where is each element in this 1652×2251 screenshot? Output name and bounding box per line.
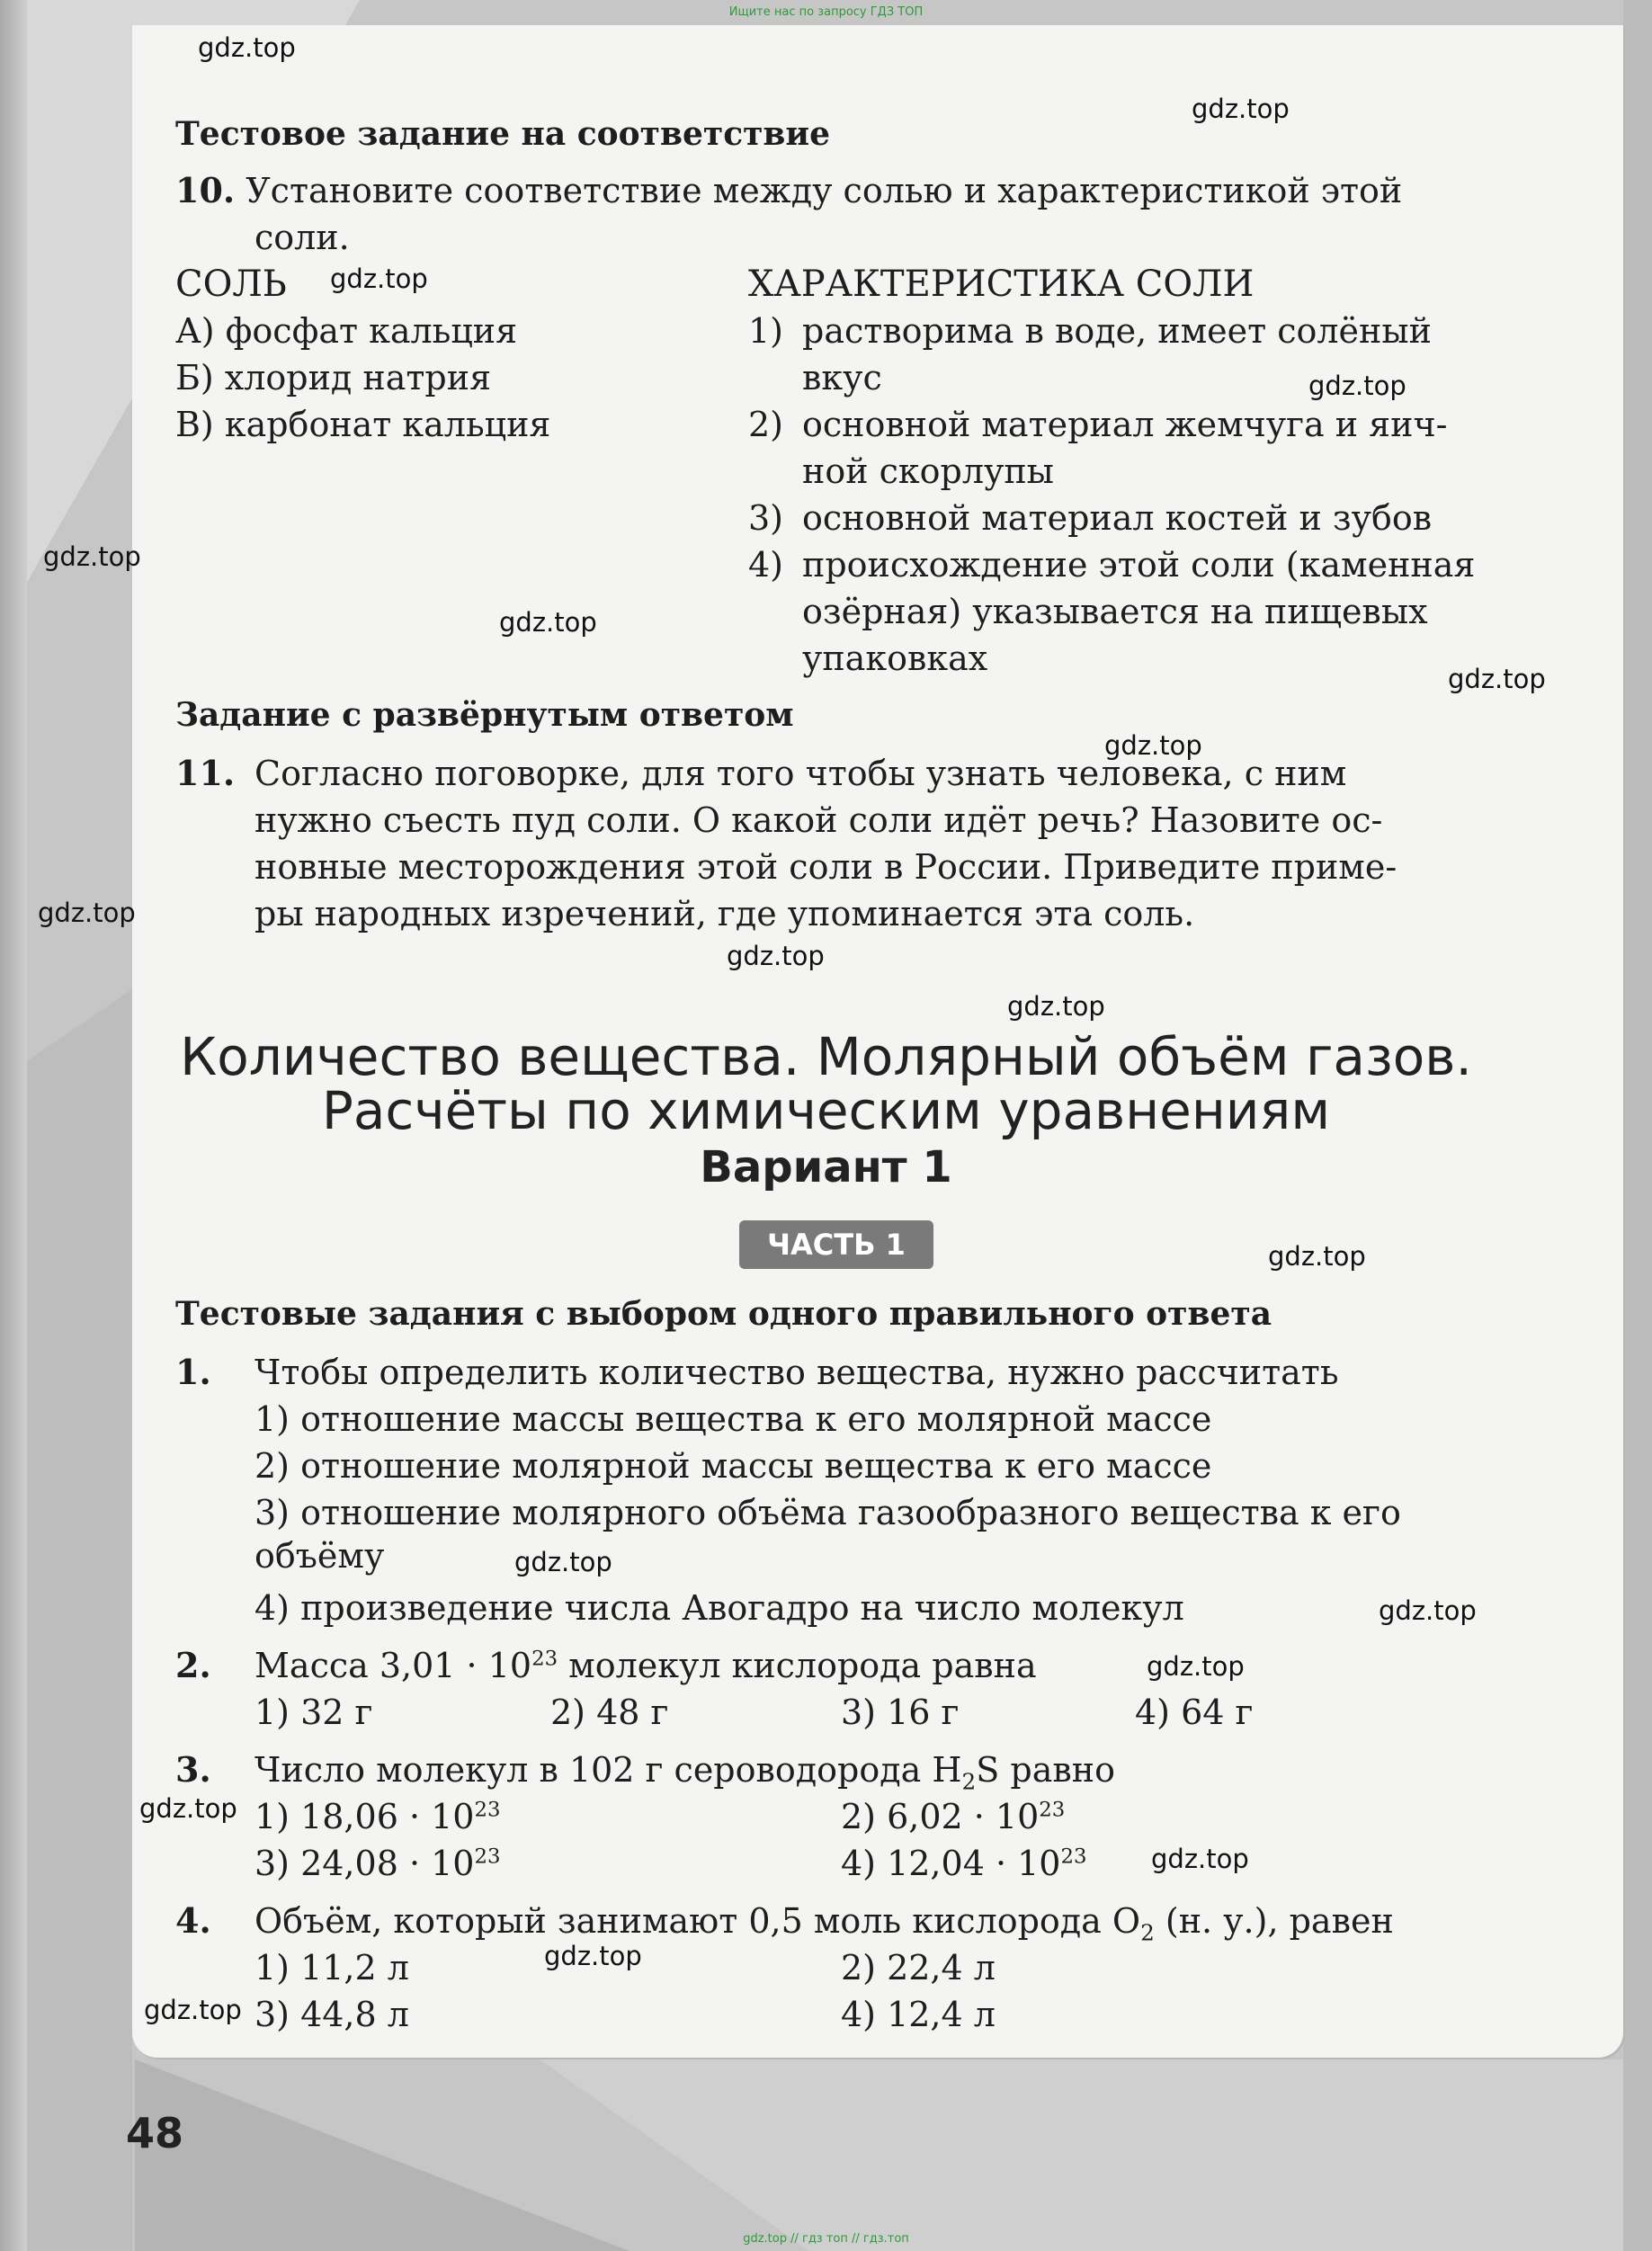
watermark: gdz.top [499,607,597,638]
q3-subscript: 2 [961,1768,977,1795]
q4-option-3: 3) 44,8 л [254,1995,409,2034]
watermark: gdz.top [1308,371,1406,401]
watermark: gdz.top [330,264,428,294]
q2-num: 2. [175,1645,211,1685]
q1-option-2: 2) отношение молярной массы вещества к его массе [254,1446,1212,1486]
q3-option-4-exp: 23 [1060,1845,1087,1869]
watermark: gdz.top [1151,1844,1249,1874]
q3-num: 3. [175,1749,211,1790]
q3-option-1-exp: 23 [474,1798,501,1822]
q10-text-1: Установите соответствие между солью и характеристикой этой [246,171,1403,210]
watermark: gdz.top [1007,991,1105,1022]
q4-option-2: 2) 22,4 л [841,1948,996,1987]
watermark: gdz.top [144,1995,242,2025]
q11-num: 11. [175,753,236,793]
q1-num: 1. [175,1352,211,1392]
char-2-line1: основной материал жемчуга и яич- [802,405,1448,444]
watermark: gdz.top [544,1941,642,1971]
char-4-line2: озёрная) указывается на пищевых [802,592,1428,631]
q2-text-b: молекул кислорода равна [558,1646,1037,1685]
q3-option-4 [841,1840,1086,1887]
q4-text-a: Объём, который занимают 0,5 моль кислорода O [254,1901,1141,1941]
watermark: gdz.top [198,32,296,63]
char-3-line1: основной материал костей и зубов [802,498,1433,538]
watermark: gdz.top [1147,1651,1245,1682]
q10-line1 [175,167,1402,214]
q3-option-3-exp: 23 [474,1845,501,1869]
page-number: 48 [126,2109,184,2157]
q4-number [175,1898,211,1944]
q11-line2: нужно съесть пуд соли. О какой соли идёт речь? Назовите ос- [254,800,1383,840]
q3-option-3-base: 3) 24,08 · 10 [254,1844,475,1883]
watermark: gdz.top [139,1793,237,1824]
q11-number [175,750,235,797]
salt-column-header: СОЛЬ [175,264,287,305]
section-heading-extended: Задание с развёрнутым ответом [175,696,794,734]
q2-option-2: 2) 48 г [550,1693,669,1732]
q1-number [175,1349,211,1396]
watermark: gdz.top [1104,730,1202,761]
q3-option-4-base: 4) 12,04 · 10 [841,1844,1061,1883]
q2-text-a: Масса 3,01 · 10 [254,1646,532,1685]
q3-option-2-base: 2) 6,02 · 10 [841,1797,1040,1836]
characteristic-column-header: ХАРАКТЕРИСТИКА СОЛИ [748,264,1255,305]
char-1-number: 1) [748,311,784,351]
char-1-line2: вкус [802,358,882,397]
watermark: gdz.top [514,1547,612,1577]
q4-num: 4. [175,1900,211,1941]
section-heading-choice: Тестовые задания с выбором одного правильного ответа [175,1295,1272,1333]
q4-option-1: 1) 11,2 л [254,1948,409,1987]
q10-number: 10. [175,170,236,210]
chapter-title-line2: Расчёты по химическим уравнениям [321,1080,1331,1141]
q3-option-3 [254,1840,500,1887]
q1-option-1: 1) отношение массы вещества к его молярной массе [254,1399,1212,1439]
char-2-number: 2) [748,405,784,444]
salt-b: Б) хлорид натрия [175,358,492,397]
watermark: gdz.top [43,541,141,572]
part-badge: ЧАСТЬ 1 [739,1220,933,1269]
q1-option-3: 3) отношение молярного объёма газообразного вещества к его [254,1493,1401,1532]
variant-title: Вариант 1 [700,1142,952,1192]
q2-option-3: 3) 16 г [841,1693,960,1732]
q4-option-4: 4) 12,4 л [841,1995,996,2034]
q3-option-2 [841,1793,1065,1840]
q2-text [254,1642,1037,1689]
watermark: gdz.top [1192,94,1290,124]
q1-text: Чтобы определить количество вещества, нужно рассчитать [254,1353,1339,1392]
watermark: gdz.top [1379,1595,1477,1626]
char-2-line2: ной скорлупы [802,451,1054,491]
q3-option-2-exp: 23 [1039,1798,1066,1822]
watermark: gdz.top [1268,1241,1366,1272]
q1-option-4: 4) произведение числа Авогадро на число молекул [254,1588,1184,1628]
char-4-number: 4) [748,545,784,585]
watermark: gdz.top [727,941,825,971]
q3-number [175,1746,211,1793]
q2-option-4: 4) 64 г [1135,1693,1254,1732]
q3-text [254,1746,1115,1793]
q11-line1: Согласно поговорке, для того чтобы узнать человека, с ним [254,754,1347,793]
q3-option-1 [254,1793,500,1840]
salt-c: В) карбонат кальция [175,405,551,444]
char-4-line1: происхождение этой соли (каменная [802,545,1476,585]
chapter-title-line1: Количество вещества. Молярный объём газов. [180,1026,1472,1087]
char-3-number: 3) [748,498,784,538]
q2-exponent: 23 [531,1647,558,1671]
q11-line3: новные месторождения этой соли в России. Приведите приме- [254,847,1398,887]
top-search-note: Ищите нас по запросу ГДЗ ТОП [728,5,924,19]
section-heading-matching: Тестовое задание на соответствие [175,115,831,153]
q3-option-1-base: 1) 18,06 · 10 [254,1797,475,1836]
q4-text-b: (н. у.), равен [1154,1901,1394,1941]
q10-line2: соли. [254,218,350,257]
bottom-note: gdz.top // гдз топ // гдз.топ [743,2232,909,2246]
q1-option-3-cont: объёму [254,1536,385,1576]
char-1-line1: растворима в воде, имеет солёный [802,311,1432,351]
q3-text-b: S равно [976,1750,1115,1790]
salt-a: А) фосфат кальция [175,311,518,351]
char-4-line3: упаковках [802,639,988,678]
q2-option-1: 1) 32 г [254,1693,373,1732]
watermark: gdz.top [38,898,136,928]
q4-subscript: 2 [1140,1919,1155,1946]
watermark: gdz.top [1448,664,1546,694]
q11-line4: ры народных изречений, где упоминается эта соль. [254,894,1195,933]
q4-text [254,1898,1394,1944]
q2-number [175,1642,211,1689]
q3-text-a: Число молекул в 102 г сероводорода H [254,1750,962,1790]
